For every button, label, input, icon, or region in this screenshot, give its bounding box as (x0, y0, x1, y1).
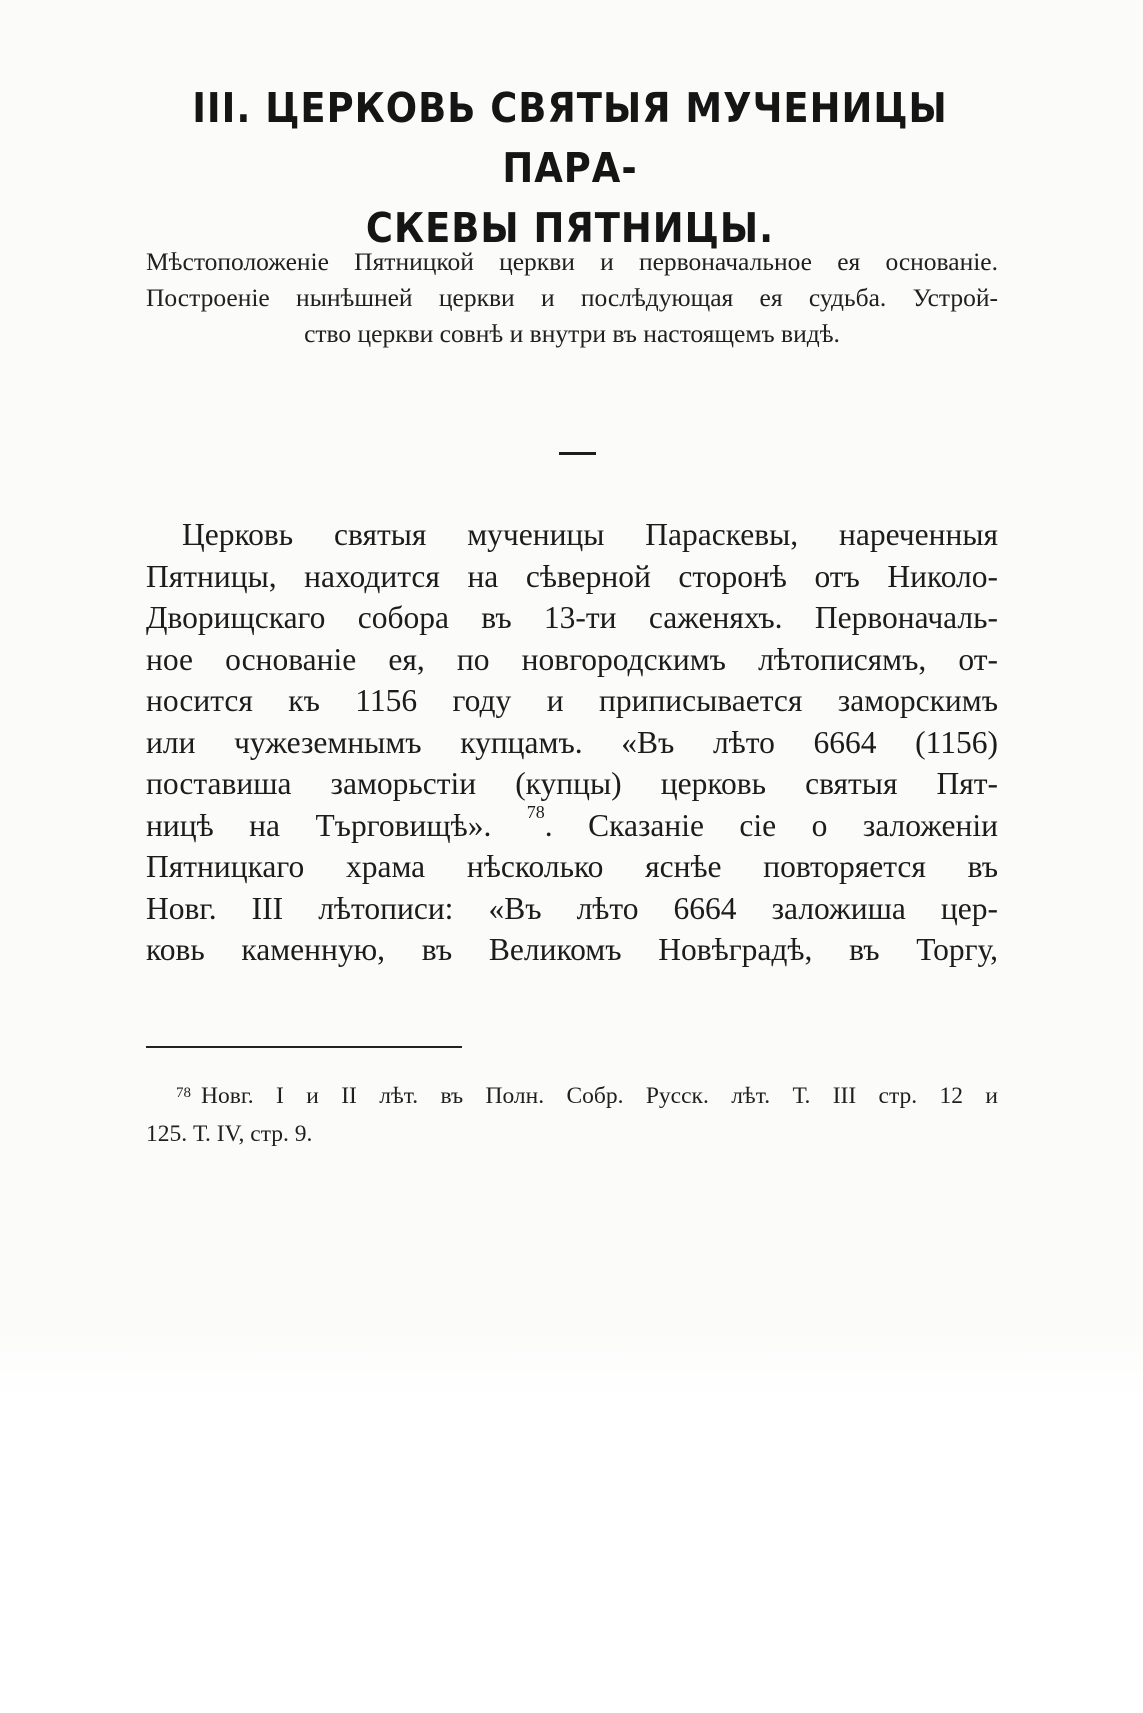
section-divider (559, 452, 596, 455)
footnote-text-1: Новг. I и II лѣт. въ Полн. Собр. Русск. лѣт. Т. III стр. 12 и (201, 1083, 998, 1109)
body-line-6: или чужеземнымъ купцамъ. «Въ лѣто 6664 (1156) (146, 724, 998, 760)
body-line-11: ковь каменную, въ Великомъ Новѣградѣ, въ Торгу, (146, 932, 998, 967)
body-line-1: Церковь святыя мученицы Параскевы, нареченныя (182, 517, 998, 552)
footnote-line-1 (146, 1077, 998, 1115)
footnote-reference[interactable]: 78 (526, 801, 545, 822)
body-line-2: Пятницы, находится на сѣверной сторонѣ отъ Николо- (146, 558, 998, 594)
summary-line-2: Построенiе нынѣшней церкви и послѣдующая ея судьба. Устрой- (146, 283, 998, 312)
chapter-title-line-2: СКЕВЫ ПЯТНИЦЫ. (365, 204, 775, 252)
chapter-summary (146, 244, 998, 352)
footnote (146, 1077, 998, 1153)
chapter-title-line-1: III. ЦЕРКОВЬ СВЯТЫЯ МУЧЕНИЦЫ ПАРА- (192, 84, 948, 192)
body-line-5: носится къ 1156 году и приписывается заморскимъ (146, 683, 998, 718)
summary-line-3: ство церкви совнѣ и внутри въ настоящемъ видѣ. (304, 319, 840, 348)
body-line-9: Пятницкаго храма нѣсколько яснѣе повторяется въ (146, 849, 998, 884)
body-line-8-end: . Сказанiе сiе о заложенiи (544, 807, 998, 843)
chapter-title (140, 78, 1000, 258)
body-line-7: поставиша заморьстiи (купцы) церковь святыя Пят- (146, 766, 998, 801)
footnote-line-2: 125. Т. IV, стр. 9. (146, 1121, 313, 1147)
page-edge (0, 1330, 1143, 1400)
body-line-3: Дворищскаго собора въ 13-ти саженяхъ. Первоначаль- (146, 600, 998, 635)
body-paragraph (146, 514, 998, 971)
footnote-mark: 78 (176, 1085, 191, 1101)
body-line-8 (146, 801, 998, 847)
summary-line-1: Мѣстоположенiе Пятницкой церкви и первоначальное ея основанiе. (146, 247, 998, 276)
body-line-8-start: ницѣ на Търговищѣ». (146, 807, 492, 843)
body-line-10: Новг. III лѣтописи: «Въ лѣто 6664 заложиша цер- (146, 890, 998, 926)
body-line-4: ное основанiе ея, по новгородскимъ лѣтописямъ, от- (146, 641, 998, 677)
footnote-separator (146, 1046, 462, 1048)
